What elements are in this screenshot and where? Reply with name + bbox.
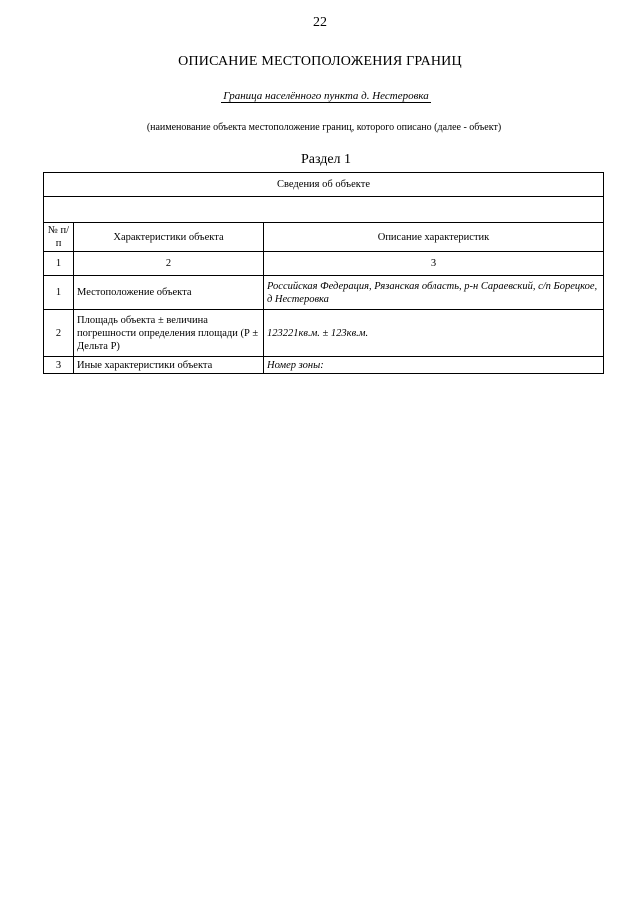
boundary-name-line	[0, 90, 640, 102]
document-title: ОПИСАНИЕ МЕСТОПОЛОЖЕНИЯ ГРАНИЦ	[178, 54, 462, 69]
table-row	[44, 310, 604, 357]
row-characteristic: Иные характеристики объекта	[74, 357, 264, 374]
table-empty-row	[44, 197, 604, 223]
row-description: 123221кв.м. ± 123кв.м.	[264, 310, 604, 357]
header-num: № п/п	[44, 223, 74, 252]
index-2: 2	[74, 252, 264, 276]
table-index-row	[44, 252, 604, 276]
header-description: Описание характеристик	[264, 223, 604, 252]
row-characteristic: Площадь объекта ± величина погрешности определения площади (Р ± Дельта Р)	[74, 310, 264, 357]
table-empty-cell	[44, 197, 604, 223]
row-num: 2	[44, 310, 74, 357]
page-number: 22	[313, 15, 327, 30]
row-num: 1	[44, 276, 74, 310]
table-row	[44, 276, 604, 310]
row-description: Российская Федерация, Рязанская область, р-н Сараевский, с/п Борецкое, д Нестеровка	[264, 276, 604, 310]
index-3: 3	[264, 252, 604, 276]
boundary-name: Граница населённого пункта д. Нестеровка	[223, 90, 429, 102]
index-1: 1	[44, 252, 74, 276]
table-header-row	[44, 223, 604, 252]
table-row	[44, 357, 604, 374]
object-note: (наименование объекта местоположение границ, которого описано (далее - объект)	[146, 122, 502, 133]
table-caption-row	[44, 173, 604, 197]
table-caption: Сведения об объекте	[44, 173, 604, 197]
row-characteristic: Местоположение объекта	[74, 276, 264, 310]
section-title: Раздел 1	[300, 152, 352, 167]
header-characteristic: Характеристики объекта	[74, 223, 264, 252]
row-description: Номер зоны:	[264, 357, 604, 374]
object-info-table	[43, 172, 604, 374]
row-num: 3	[44, 357, 74, 374]
